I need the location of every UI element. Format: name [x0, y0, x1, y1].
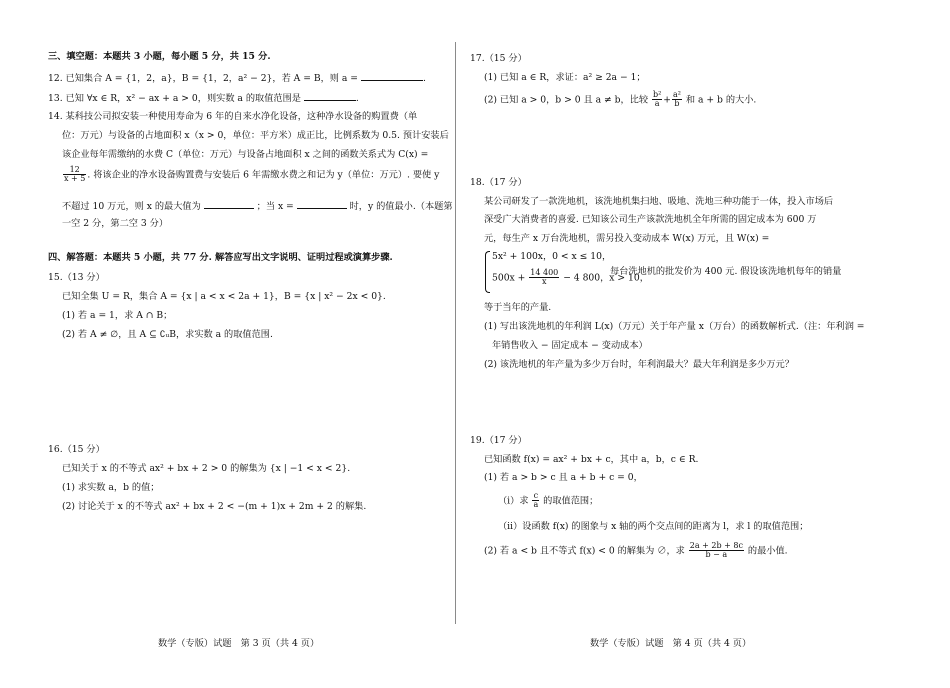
q19-line3b: 的取值范围；	[543, 495, 599, 507]
q19-g-den: b − a	[705, 550, 728, 560]
right-footer: 数学（专版）试题 第 4 页（共 4 页）	[590, 638, 752, 649]
q18-cases-brace	[485, 251, 490, 293]
q17-fraction-1	[652, 91, 662, 109]
q19-f-num: c	[533, 491, 539, 500]
q19-line5b: 的最小值.	[747, 545, 788, 557]
section4-heading: 四、解答题：本题共 5 小题，共 77 分. 解答应写出文字说明、证明过程或演算步骤.	[48, 252, 393, 263]
q19-line1: 已知函数 f(x) = ax² + bx + c，其中 a，b，c ∈ R.	[484, 454, 699, 465]
q16-line1: 已知关于 x 的不等式 ax² + bx + 2 > 0 的解集为 {x | −1 < x < 2}.	[62, 463, 351, 474]
q14-line5	[62, 199, 453, 213]
q14-blank-1	[204, 199, 254, 209]
q14-frac-den: x + 5	[64, 174, 86, 184]
page-divider	[455, 42, 456, 624]
q13-end: .	[355, 93, 359, 104]
q14-line4	[62, 166, 439, 184]
q17-f1-num: b²	[652, 90, 662, 99]
q14-blank-2	[297, 199, 347, 209]
q19-f-den: a	[533, 500, 539, 510]
q19-line3	[498, 492, 598, 510]
q15-head: 15.（13 分）	[48, 272, 105, 283]
question-13	[48, 91, 359, 105]
q17-line1: (1) 已知 a ∈ R，求证：a² ≥ 2a − 1；	[484, 72, 646, 83]
q15-line2: (1) 若 a = 1，求 A ∩ B；	[62, 310, 173, 321]
q18-line3: 元，每生产 x 万台洗地机，需另投入变动成本 W(x) 万元，且 W(x) =	[484, 233, 770, 244]
q19-line2: (1) 若 a > b > c 且 a + b + c = 0，	[484, 472, 643, 483]
question-12	[48, 71, 426, 85]
q19-g-num: 2a + 2b + 8c	[689, 541, 743, 550]
q17-line2a: (2) 已知 a > 0，b > 0 且 a ≠ b，比较	[484, 94, 649, 106]
q18-line1: 某公司研发了一款洗地机，该洗地机集扫地、吸地、洗地三种功能于一体，投入市场后	[484, 196, 834, 207]
q18-fraction	[529, 269, 559, 287]
q19-fraction-1	[532, 492, 539, 510]
q14-line3: 该企业每年需缴纳的水费 C（单位：万元）与设备占地面积 x 之间的函数关系式为 C(x) =	[62, 149, 429, 160]
q15-line1: 已知全集 U = R，集合 A = {x | a < x < 2a + 1}，B = {x | x² − 2x < 0}.	[62, 291, 386, 302]
q14-line5c: 时，y 的值最小.（本题第	[349, 201, 453, 212]
q17-f2-den: b	[674, 99, 680, 109]
q18-case2b: − 4 800，x > 10，	[563, 272, 649, 284]
q18-head: 18.（17 分）	[470, 177, 527, 188]
q18-line2: 深受广大消费者的喜爱. 已知该公司生产该款洗地机全年所需的固定成本为 600 万	[484, 214, 817, 225]
q14-line5a: 不超过 10 万元，则 x 的最大值为	[62, 201, 201, 212]
q19-line3a: （ⅰ）求	[498, 495, 529, 507]
q18-case2a: 500x +	[492, 272, 526, 284]
q18-case1: 5x² + 100x，0 < x ≤ 10，	[492, 251, 612, 262]
section3-heading: 三、填空题：本题共 3 小题，每小题 5 分，共 15 分.	[48, 51, 271, 62]
left-footer: 数学（专版）试题 第 3 页（共 4 页）	[158, 638, 320, 649]
left-page	[0, 0, 455, 688]
q12-text: 12. 已知集合 A = {1，2，a}，B = {1，2，a² − 2}，若 A = B，则 a =	[48, 73, 359, 84]
q18-line6: (1) 写出该洗地机的年利润 L(x)（万元）关于年产量 x（万台）的函数解析式.（注：年利润 =	[484, 321, 865, 332]
q17-head: 17.（15 分）	[470, 53, 527, 64]
right-page	[458, 0, 950, 688]
q19-line4: （ⅱ）设函数 f(x) 的图象与 x 轴的两个交点间的距离为 l，求 l 的取值范围；	[498, 521, 809, 532]
q17-fraction-2	[672, 91, 682, 109]
q16-head: 16.（15 分）	[48, 444, 105, 455]
q14-line6: 一空 2 分，第二空 3 分）	[62, 218, 169, 229]
q17-f1-den: a	[654, 99, 660, 109]
q18-frac-den: x	[542, 277, 547, 287]
q18-line7: 年销售收入 − 固定成本 − 变动成本）	[492, 340, 648, 351]
q17-line2b: 和 a + b 的大小.	[685, 94, 757, 106]
q19-head: 19.（17 分）	[470, 435, 527, 446]
q14-line1: 14. 某科技公司拟安装一种使用寿命为 6 年的自来水净化设备，这种净水设备的购置费（单	[48, 111, 418, 122]
q19-line5	[484, 542, 788, 560]
q12-end: .	[422, 73, 426, 84]
q18-line5: 等于当年的产量.	[484, 302, 552, 313]
q13-text: 13. 已知 ∀x ∈ R，x² − ax + a > 0，则实数 a 的取值范围是	[48, 93, 301, 104]
q19-line5a: (2) 若 a < b 且不等式 f(x) < 0 的解集为 ∅，求	[484, 545, 685, 557]
q14-fraction	[63, 166, 86, 184]
q15-line3: (2) 若 A ≠ ∅，且 A ⊆ ∁ᵤB，求实数 a 的取值范围.	[62, 329, 273, 340]
q14-frac-num: 12	[63, 166, 86, 175]
q17-f2-num: a²	[673, 90, 681, 99]
q16-line3: (2) 讨论关于 x 的不等式 ax² + bx + 2 < −(m + 1)x + 2m + 2 的解集.	[62, 501, 367, 512]
q18-frac-num: 14 400	[530, 268, 559, 277]
q17-line2	[484, 91, 756, 109]
q13-answer-blank	[304, 91, 356, 101]
q12-answer-blank	[361, 71, 423, 81]
q19-fraction-2	[689, 542, 744, 560]
q14-line4-text: . 将该企业的净水设备购置费与安装后 6 年需缴水费之和记为 y（单位：万元）. 要使 y	[87, 169, 440, 181]
q14-line2: 位：万元）与设备的占地面积 x（x > 0，单位：平方米）成正比，比例系数为 0.5. 预计安装后	[62, 130, 449, 141]
q17-plus: +	[663, 94, 671, 106]
q18-after-cases: 每台洗地机的批发价为 400 元. 假设该洗地机每年的销量	[610, 266, 842, 277]
q16-line2: (1) 求实数 a，b 的值；	[62, 482, 160, 493]
q18-line8: (2) 该洗地机的年产量为多少万台时，年利润最大？最大年利润是多少万元？	[484, 359, 794, 370]
q14-line5b: ；当 x =	[256, 201, 294, 212]
